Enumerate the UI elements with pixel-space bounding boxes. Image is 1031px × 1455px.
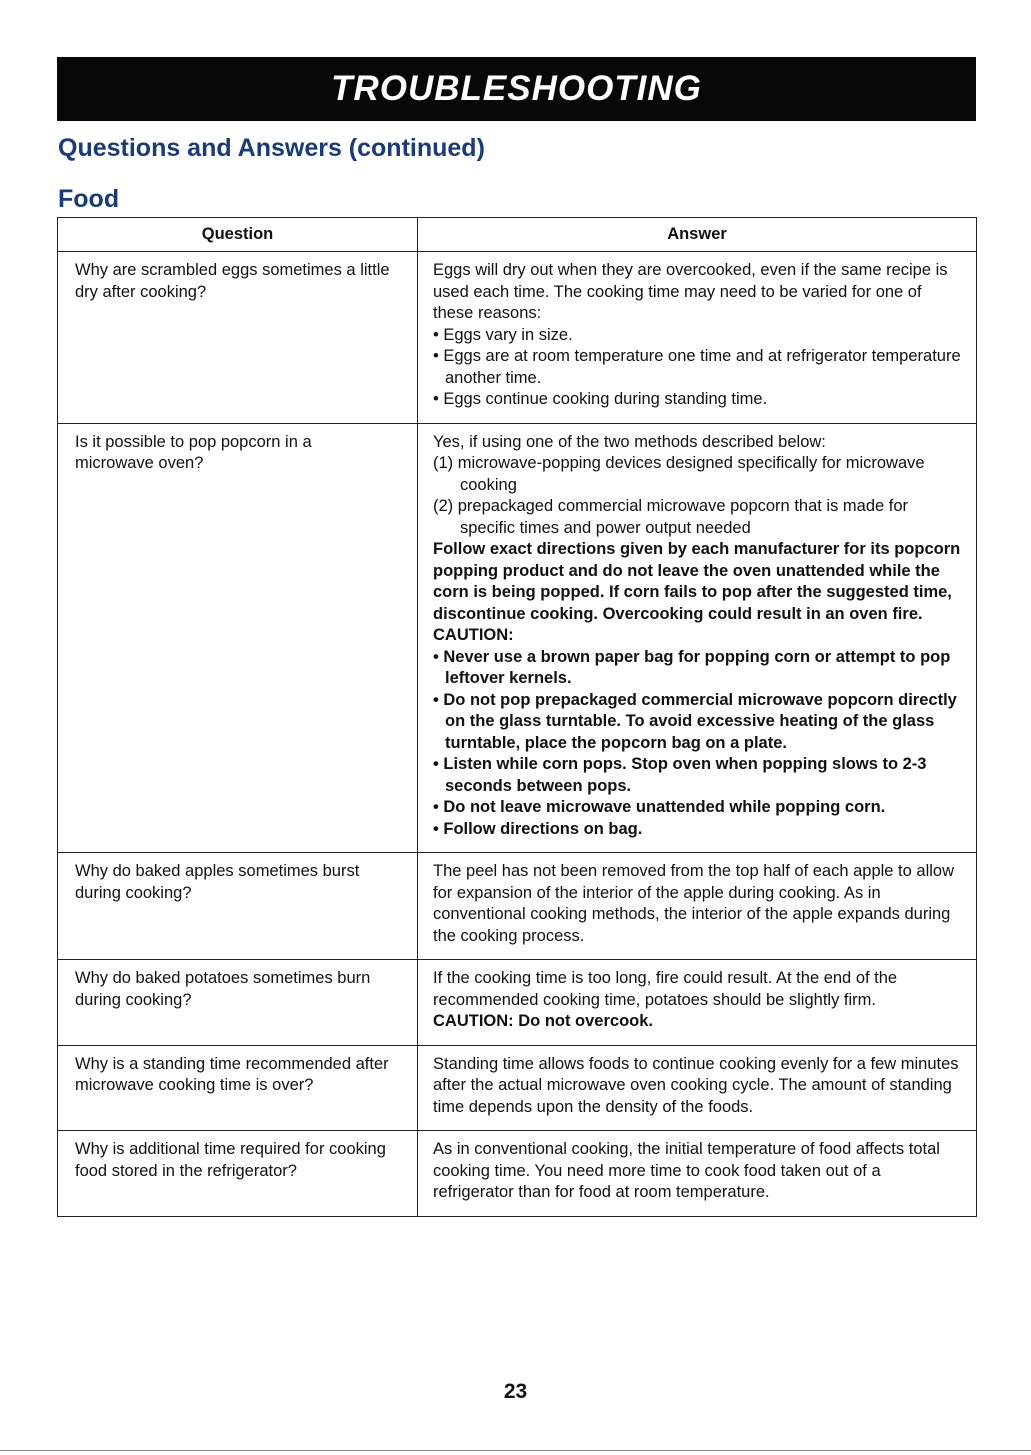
table-row [58, 252, 977, 424]
answer-line: CAUTION: [433, 626, 514, 644]
section-title: Questions and Answers (continued) [58, 134, 485, 162]
answer-line: Eggs will dry out when they are overcooked, even if the same recipe is used each time. The cooking time may need to be varied for one of these reasons: [433, 261, 948, 322]
table-row [58, 960, 977, 1046]
answer-line: As in conventional cooking, the initial temperature of food affects total cooking time. You need more time to cook food taken out of a refrigerator than for food at room temperature. [433, 1140, 940, 1201]
answer-line: (2) prepackaged commercial microwave popcorn that is made for specific times and power output needed [433, 497, 909, 537]
answer-line: CAUTION: Do not overcook. [433, 1012, 654, 1030]
answer-line: • Follow directions on bag. [433, 819, 643, 838]
answer-line: • Eggs are at room temperature one time and at refrigerator temperature another time. [433, 347, 961, 387]
answer-line: • Do not leave microwave unattended while popping corn. [433, 798, 886, 816]
answer-line: • Listen while corn pops. Stop oven when popping slows to 2-3 seconds between pops. [433, 755, 927, 795]
question-cell: Why are scrambled eggs sometimes a little dry after cooking? [58, 252, 418, 424]
answer-cell [418, 423, 977, 853]
table-row [58, 1045, 977, 1131]
page-number: 23 [503, 1380, 528, 1403]
answer-cell [418, 1045, 977, 1131]
answer-line: The peel has not been removed from the top half of each apple to allow for expansion of the interior of the apple during cooking. As in conventional cooking methods, the interior of the apple expands during the cooking process. [433, 862, 954, 945]
answer-line: • Eggs continue cooking during standing time. [433, 390, 768, 408]
table-row [58, 853, 977, 960]
question-cell: Why is additional time required for cooking food stored in the refrigerator? [58, 1131, 418, 1217]
qa-table [57, 217, 977, 1217]
table-row [58, 1131, 977, 1217]
answer-line: • Do not pop prepackaged commercial microwave popcorn directly on the glass turntable. To avoid excessive heating of the glass turntable, place the popcorn bag on a plate. [433, 690, 957, 752]
question-cell: Why do baked potatoes sometimes burn during cooking? [58, 960, 418, 1046]
answer-column-header: Answer [418, 218, 977, 252]
qa-table-body [58, 252, 977, 1217]
subsection-title: Food [58, 185, 120, 213]
troubleshooting-banner [57, 57, 976, 121]
table-header-row [58, 218, 977, 252]
question-cell: Why is a standing time recommended after microwave cooking time is over? [58, 1045, 418, 1131]
answer-line: • Eggs vary in size. [433, 325, 573, 344]
answer-line: If the cooking time is too long, fire could result. At the end of the recommended cooking time, potatoes should be slightly firm. [433, 969, 898, 1009]
question-column-header: Question [58, 218, 418, 252]
table-row [58, 423, 977, 853]
bottom-divider [0, 1450, 1031, 1451]
answer-line: Yes, if using one of the two methods described below: [433, 432, 826, 451]
answer-cell [418, 1131, 977, 1217]
answer-line: Standing time allows foods to continue cooking evenly for a few minutes after the actual microwave oven cooking cycle. The amount of standing time depends upon the density of the foods. [433, 1054, 959, 1116]
banner-title: TROUBLESHOOTING [331, 69, 702, 108]
answer-cell [418, 853, 977, 960]
question-cell: Is it possible to pop popcorn in a microwave oven? [58, 423, 418, 853]
answer-line: (1) microwave-popping devices designed specifically for microwave cooking [433, 454, 925, 494]
answer-line: Follow exact directions given by each manufacturer for its popcorn popping product and do not leave the oven unattended while the corn is being popped. If corn fails to pop after the suggested time, discontinue cooking. Overcooking could result in an oven fire. [433, 540, 961, 623]
answer-cell [418, 960, 977, 1046]
answer-cell [418, 252, 977, 424]
question-cell: Why do baked apples sometimes burst during cooking? [58, 853, 418, 960]
answer-line: • Never use a brown paper bag for popping corn or attempt to pop leftover kernels. [433, 647, 951, 687]
